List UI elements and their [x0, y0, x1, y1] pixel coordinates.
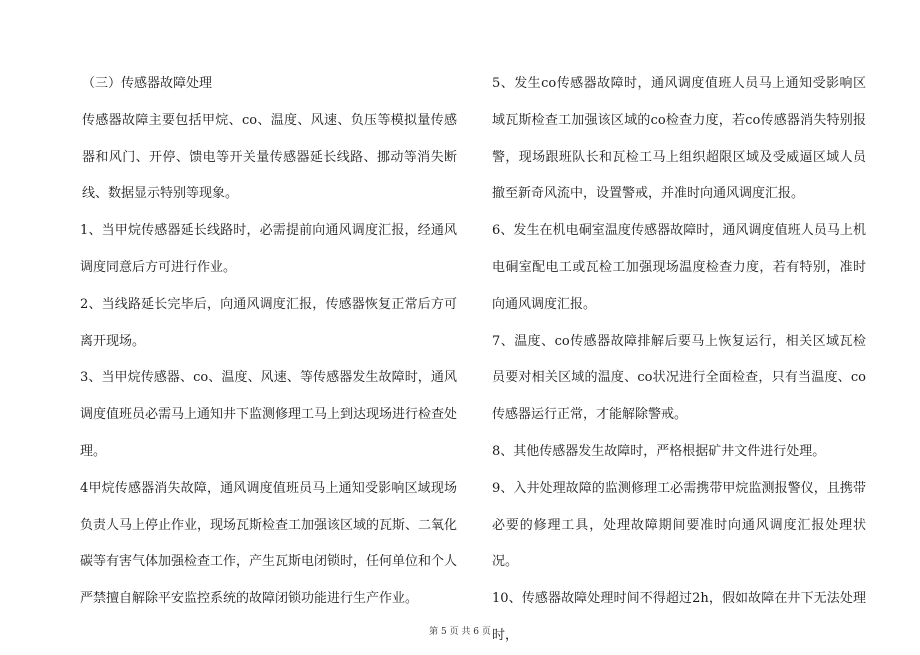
- paragraph-intro: 传感器故障主要包括甲烷、co、温度、风速、负压等模拟量传感器和风门、开停、馈电等开关量传感器延长线路、挪动等消失断线、数据显示特别等现象。: [82, 112, 457, 202]
- paragraph-9: 9、入井处理故障的监测修理工必需携带甲烷监测报警仪，且携带必要的修理工具，处理故障期间要准时向通风调度汇报处理状况。: [492, 480, 866, 570]
- paragraph-4: 4甲烷传感器消失故障，通风调度值班员马上通知受影响区域现场负责人马上停止作业，现场瓦斯检查工加强该区域的瓦斯、二氧化碳等有害气体加强检查工作，产生瓦斯电闭锁时，任何单位和个人严禁擅自解除平安监控系统的故障闭锁功能进行生产作业。: [80, 480, 458, 607]
- paragraph-7: 7、温度、co传感器故障排解后要马上恢复运行，相关区域瓦检员要对相关区域的温度、co状况进行全面检查，只有当温度、co传感器运行正常，才能解除警戒。: [492, 333, 866, 423]
- paragraph-5: 5、发生co传感器故障时，通风调度值班人员马上通知受影响区域瓦斯检查工加强该区域的co检查力度，若co传感器消失特别报警，现场跟班队长和瓦检工马上组织超限区域及受威逼区域人员撤至新奇风流中，设置警戒，并准时向通风调度汇报。: [492, 76, 866, 202]
- paragraph-8: 8、其他传感器发生故障时，严格根据矿井文件进行处理。: [492, 443, 826, 459]
- paragraph-1: 1、当甲烷传感器延长线路时，必需提前向通风调度汇报，经通风调度同意后方可进行作业。: [80, 223, 457, 275]
- right-column: [484, 66, 866, 655]
- paragraph-2: 2、当线路延长完毕后，向通风调度汇报，传感器恢复正常后方可离开现场。: [80, 296, 457, 349]
- paragraph-10: 10、传感器故障处理时间不得超过2h，假如故障在井下无法处理时，: [492, 591, 866, 643]
- section-heading: （三）传感器故障处理: [82, 76, 213, 91]
- paragraph-3: 3、当甲烷传感器、co、温度、风速、等传感器发生故障时，通风调度值班员必需马上通知井下监测修理工马上到达现场进行检查处理。: [80, 370, 458, 459]
- page-number: 第 5 页 共 6 页: [429, 627, 491, 637]
- left-column: [75, 66, 457, 618]
- paragraph-6: 6、发生在机电硐室温度传感器故障时，通风调度值班人员马上机电硐室配电工或瓦检工加强现场温度检查力度，若有特别，准时向通风调度汇报。: [492, 223, 866, 312]
